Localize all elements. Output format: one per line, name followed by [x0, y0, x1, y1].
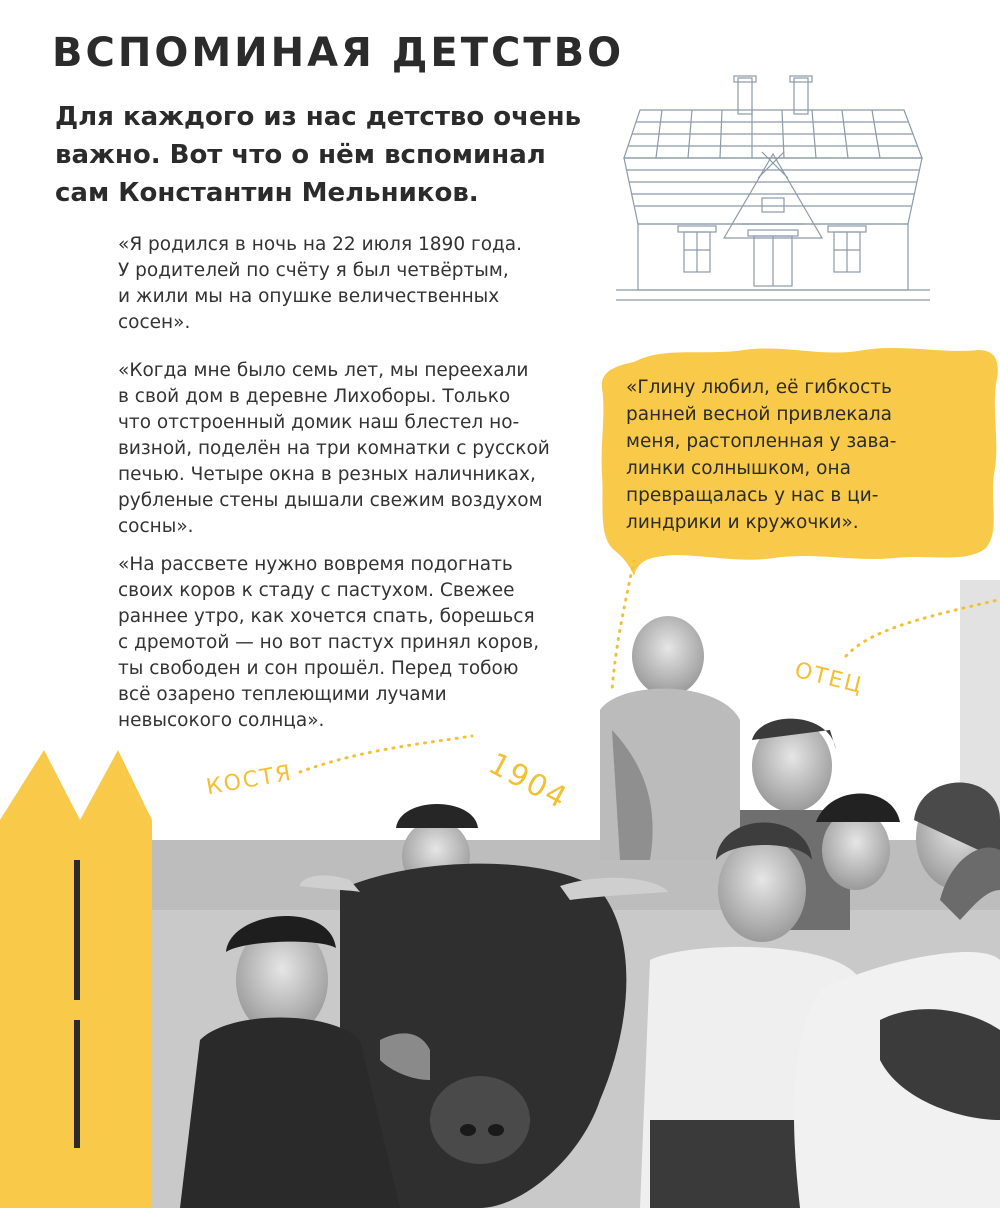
quote-line: сосен». [118, 312, 191, 333]
quote-line: что отстроенный домик наш блестел но- [118, 412, 520, 433]
quote-line: печью. Четыре окна в резных наличниках, [118, 464, 536, 485]
label-otets: ОТЕЦ [792, 657, 866, 700]
quote-line: «Глину любил, её гибкость [626, 377, 892, 398]
label-year: 1904 [482, 746, 574, 817]
quote-line: меня, растопленная у зава- [626, 431, 897, 452]
quote-line: У родителей по счёту я был четвёртым, [118, 260, 509, 281]
quote-line: ты свободен и сон прошёл. Перед тобою [118, 658, 519, 679]
bubble-quote [626, 374, 956, 536]
quote-line: линки солнышком, она [626, 458, 851, 479]
quote-line: сосны». [118, 516, 194, 537]
house-drawing-icon [612, 74, 934, 306]
label-kostya: КОСТЯ [204, 760, 295, 801]
quote-line: визной, поделён на три комнатки с русской [118, 438, 550, 459]
quote-line: линдрики и кружочки». [626, 512, 859, 533]
quote-birth [118, 232, 598, 336]
quote-house [118, 358, 598, 540]
page-title: ВСПОМИНАЯ ДЕТСТВО [52, 30, 625, 76]
lead-line: важно. Вот что о нём вспоминал [55, 140, 546, 170]
quote-line: «На рассвете нужно вовремя подогнать [118, 554, 513, 575]
lead-paragraph [55, 98, 615, 212]
quote-line: «Я родился в ночь на 22 июля 1890 года. [118, 234, 523, 255]
quote-line: рубленые стены дышали свежим воздухом [118, 490, 543, 511]
quote-line: ранней весной привлекала [626, 404, 892, 425]
quote-line: в свой дом в деревне Лихоборы. Только [118, 386, 511, 407]
quote-line: раннее утро, как хочется спать, борешься [118, 606, 535, 627]
quote-line: невысокого солнца». [118, 710, 325, 731]
family-photo [0, 560, 1000, 1208]
quote-line: «Когда мне было семь лет, мы переехали [118, 360, 529, 381]
quote-line: с дремотой — но вот пастух принял коров, [118, 632, 540, 653]
lead-line: сам Константин Мельников. [55, 178, 479, 208]
quote-line: своих коров к стаду с пастухом. Свежее [118, 580, 515, 601]
quote-line: превращалась у нас в ци- [626, 485, 879, 506]
quote-line: всё озарено теплеющими лучами [118, 684, 447, 705]
lead-line: Для каждого из нас детство очень [55, 102, 582, 132]
quote-line: и жили мы на опушке величественных [118, 286, 500, 307]
